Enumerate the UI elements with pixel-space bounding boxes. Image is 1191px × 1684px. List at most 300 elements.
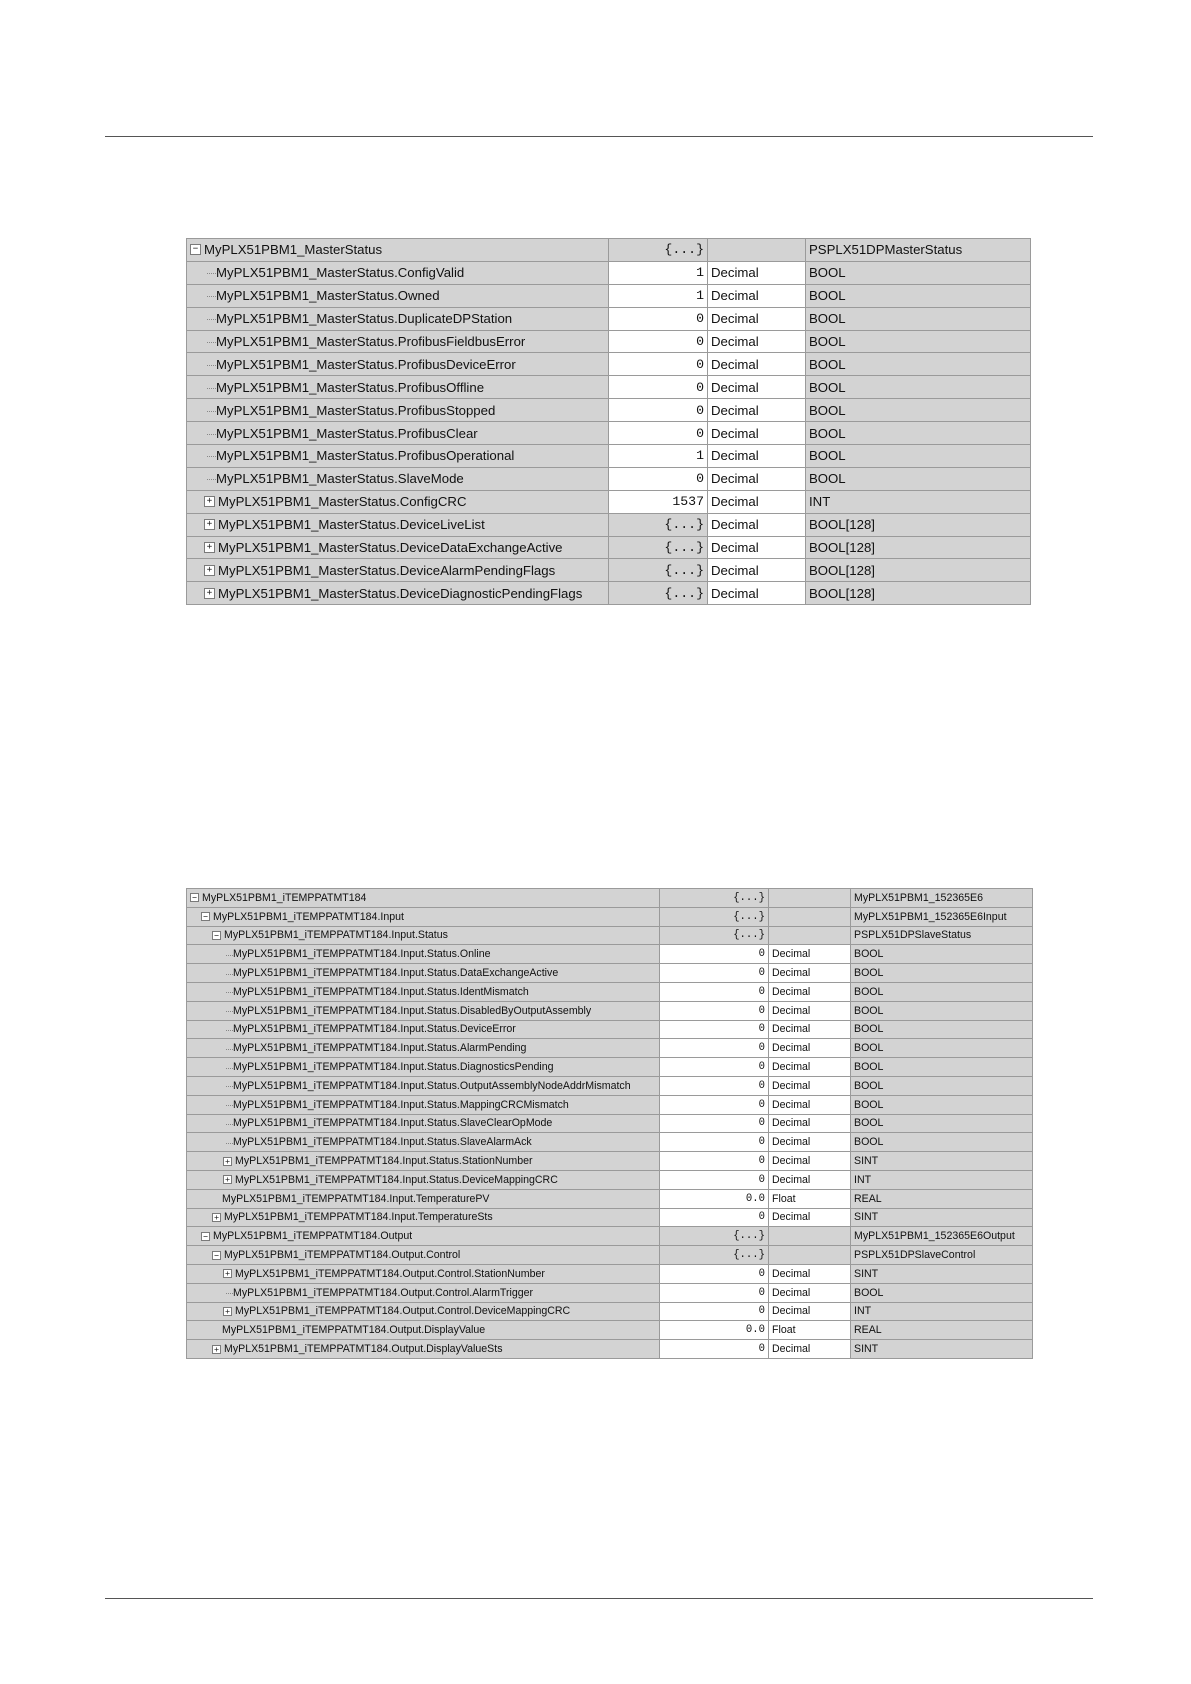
tag-value-cell[interactable]: 1537 — [609, 490, 708, 513]
tag-value-cell[interactable]: 0 — [660, 1283, 769, 1302]
tag-name-wrap — [190, 1284, 656, 1302]
tag-value-cell[interactable]: 0.0 — [660, 1189, 769, 1208]
tag-datatype-cell: SINT — [851, 1340, 1033, 1359]
tag-datatype-cell: BOOL — [851, 982, 1033, 1001]
tag-name: MyPLX51PBM1_iTEMPPATMT184.Input.Status.DeviceError — [233, 1023, 516, 1036]
tag-style-cell[interactable]: Decimal — [769, 1264, 851, 1283]
tag-name-wrap — [190, 331, 605, 353]
tag-name-cell[interactable] — [187, 1114, 660, 1133]
tag-style-cell[interactable]: Decimal — [769, 1095, 851, 1114]
tag-name-cell[interactable] — [187, 1058, 660, 1077]
tag-style-cell — [769, 1227, 851, 1246]
tag-name-wrap — [190, 1021, 656, 1039]
tag-name-cell[interactable] — [187, 467, 609, 490]
tag-style-cell[interactable]: Decimal — [769, 982, 851, 1001]
tag-name-cell[interactable] — [187, 1095, 660, 1114]
tag-name: MyPLX51PBM1_MasterStatus.ProfibusDeviceError — [216, 356, 516, 372]
header-rule — [105, 136, 1093, 137]
tag-style-cell[interactable]: Decimal — [708, 559, 806, 582]
tag-name-cell[interactable] — [187, 982, 660, 1001]
tag-datatype-cell: INT — [806, 490, 1031, 513]
tree-line-icon — [223, 1082, 230, 1089]
tag-name: MyPLX51PBM1_iTEMPPATMT184.Output.DisplayValueSts — [224, 1343, 503, 1356]
tag-name: MyPLX51PBM1_MasterStatus.ProfibusOffline — [216, 379, 485, 395]
tag-name-cell[interactable] — [187, 1321, 660, 1340]
tag-name: MyPLX51PBM1_MasterStatus.ProfibusOperational — [216, 448, 515, 464]
tag-style-cell[interactable]: Decimal — [708, 422, 806, 445]
tag-style-cell[interactable]: Decimal — [708, 261, 806, 284]
tag-name-cell[interactable] — [187, 490, 609, 513]
tag-value-cell[interactable]: 0 — [660, 1208, 769, 1227]
tree-line-icon — [204, 268, 213, 277]
tree-spacer — [212, 1195, 219, 1202]
tag-name-cell[interactable] — [187, 926, 660, 945]
tag-style-cell[interactable]: Float — [769, 1189, 851, 1208]
tag-row[interactable] — [187, 1170, 1033, 1189]
tag-name-cell[interactable] — [187, 907, 660, 926]
tag-style-cell[interactable]: Decimal — [769, 1058, 851, 1077]
tag-value-cell[interactable]: 0 — [609, 353, 708, 376]
tag-name: MyPLX51PBM1_iTEMPPATMT184.Input.Status.SlaveClearOpMode — [233, 1117, 553, 1130]
tag-name: MyPLX51PBM1_MasterStatus.DeviceLiveList — [218, 517, 485, 533]
tag-value-cell[interactable]: 0 — [660, 964, 769, 983]
tag-row[interactable] — [187, 490, 1031, 513]
tree-spacer — [212, 1327, 219, 1334]
tag-name-cell[interactable] — [187, 239, 609, 262]
tag-value-cell[interactable]: 0 — [609, 376, 708, 399]
tag-style-cell[interactable]: Decimal — [769, 1170, 851, 1189]
tag-style-cell[interactable]: Decimal — [769, 1039, 851, 1058]
tag-name-wrap — [190, 353, 605, 375]
tag-value-cell[interactable]: 0 — [660, 945, 769, 964]
tag-datatype-cell: REAL — [851, 1189, 1033, 1208]
tag-name-cell[interactable] — [187, 582, 609, 605]
expand-icon[interactable]: + — [204, 496, 215, 507]
tree-line-icon — [204, 383, 213, 392]
tag-name-wrap — [190, 1058, 656, 1076]
tag-name-cell[interactable] — [187, 889, 660, 908]
tag-name: MyPLX51PBM1_iTEMPPATMT184.Input.Status.DataExchangeActive — [233, 967, 559, 980]
tag-row[interactable] — [187, 945, 1033, 964]
tag-value-cell[interactable]: 0 — [609, 399, 708, 422]
tag-style-cell[interactable]: Decimal — [708, 307, 806, 330]
tree-line-icon — [204, 406, 213, 415]
tag-name-cell[interactable] — [187, 1152, 660, 1171]
tag-value-cell[interactable]: 0 — [660, 1170, 769, 1189]
tag-name-cell[interactable] — [187, 445, 609, 468]
tag-style-cell[interactable]: Decimal — [769, 1001, 851, 1020]
tag-name: MyPLX51PBM1_iTEMPPATMT184.Input.Status.OutputAssemblyNodeAddrMismatch — [233, 1079, 631, 1092]
tag-value-cell: {...} — [660, 926, 769, 945]
tag-style-cell[interactable]: Decimal — [708, 330, 806, 353]
tag-name-cell[interactable] — [187, 536, 609, 559]
tag-datatype-cell: BOOL — [851, 1095, 1033, 1114]
tag-value-cell[interactable]: 1 — [609, 284, 708, 307]
tag-name-cell[interactable] — [187, 559, 609, 582]
tag-datatype-cell: BOOL — [851, 1114, 1033, 1133]
tag-name: MyPLX51PBM1_iTEMPPATMT184.Input.TemperatureSts — [224, 1211, 493, 1224]
tag-name-cell[interactable] — [187, 1020, 660, 1039]
tag-style-cell — [769, 889, 851, 908]
tag-row[interactable] — [187, 399, 1031, 422]
tag-row[interactable] — [187, 1001, 1033, 1020]
tag-name: MyPLX51PBM1_iTEMPPATMT184.Input.Status.SlaveAlarmAck — [233, 1136, 532, 1149]
tag-name-wrap — [190, 908, 656, 926]
tag-name-wrap — [190, 927, 656, 945]
tag-row[interactable] — [187, 445, 1031, 468]
tag-style-cell[interactable]: Decimal — [769, 1340, 851, 1359]
tag-name-cell[interactable] — [187, 399, 609, 422]
tag-name-wrap — [190, 1096, 656, 1114]
tag-name-wrap — [190, 491, 605, 513]
tag-name-cell[interactable] — [187, 1001, 660, 1020]
tag-name-wrap — [190, 537, 605, 559]
tag-row[interactable] — [187, 261, 1031, 284]
tag-name: MyPLX51PBM1_iTEMPPATMT184.Input.Status.AlarmPending — [233, 1042, 527, 1055]
expand-icon[interactable]: + — [223, 1269, 232, 1278]
expand-icon[interactable]: + — [223, 1157, 232, 1166]
tag-value-cell: {...} — [660, 1246, 769, 1265]
tag-row[interactable] — [187, 1189, 1033, 1208]
tag-row[interactable] — [187, 889, 1033, 908]
tag-datatype-cell: SINT — [851, 1152, 1033, 1171]
tag-name: MyPLX51PBM1_MasterStatus.ConfigValid — [216, 265, 465, 281]
tree-line-icon — [223, 970, 230, 977]
tag-style-cell[interactable]: Decimal — [769, 1076, 851, 1095]
tag-style-cell[interactable]: Decimal — [708, 376, 806, 399]
tag-value-cell[interactable]: 0 — [660, 1264, 769, 1283]
tag-name-cell[interactable] — [187, 1283, 660, 1302]
tag-datatype-cell: MyPLX51PBM1_152365E6Input — [851, 907, 1033, 926]
tag-name-wrap — [190, 559, 605, 581]
tag-row[interactable] — [187, 307, 1031, 330]
tag-name: MyPLX51PBM1_iTEMPPATMT184 — [202, 891, 367, 904]
tag-style-cell[interactable]: Decimal — [708, 582, 806, 605]
tag-datatype-cell: BOOL — [851, 1020, 1033, 1039]
tree-line-icon — [204, 337, 213, 346]
tag-name-cell[interactable] — [187, 1076, 660, 1095]
expand-icon[interactable]: + — [223, 1307, 232, 1316]
tag-row[interactable] — [187, 1227, 1033, 1246]
tag-row[interactable] — [187, 1302, 1033, 1321]
tag-value-cell[interactable]: 0 — [609, 467, 708, 490]
tag-value-cell[interactable]: 0 — [660, 1114, 769, 1133]
tag-row[interactable] — [187, 513, 1031, 536]
tag-name: MyPLX51PBM1_MasterStatus.ProfibusClear — [216, 425, 478, 441]
tag-style-cell[interactable]: Decimal — [708, 490, 806, 513]
tag-datatype-cell: BOOL — [806, 376, 1031, 399]
tag-name: MyPLX51PBM1_iTEMPPATMT184.Output.Control.DeviceMappingCRC — [235, 1305, 571, 1318]
tree-line-icon — [204, 451, 213, 460]
collapse-icon[interactable]: − — [212, 1251, 221, 1260]
tag-row[interactable] — [187, 1133, 1033, 1152]
slave-tag-table — [186, 888, 1033, 1359]
tag-row[interactable] — [187, 1152, 1033, 1171]
tree-line-icon — [223, 1139, 230, 1146]
tag-value-cell[interactable]: 0 — [660, 1302, 769, 1321]
tag-style-cell — [769, 907, 851, 926]
tag-value-cell[interactable]: 0 — [609, 307, 708, 330]
tag-style-cell[interactable]: Decimal — [769, 1020, 851, 1039]
tag-value-cell[interactable]: 0 — [609, 422, 708, 445]
tag-name-wrap — [190, 468, 605, 490]
tag-name-wrap — [190, 308, 605, 330]
tag-style-cell[interactable]: Decimal — [708, 445, 806, 468]
tag-datatype-cell: BOOL — [806, 445, 1031, 468]
tag-datatype-cell: BOOL — [806, 284, 1031, 307]
tree-line-icon — [223, 988, 230, 995]
tag-style-cell[interactable]: Float — [769, 1321, 851, 1340]
tag-row[interactable] — [187, 1340, 1033, 1359]
tag-value-cell: {...} — [660, 907, 769, 926]
tag-datatype-cell: BOOL — [851, 1283, 1033, 1302]
tree-line-icon — [223, 1026, 230, 1033]
tag-value-cell: {...} — [609, 559, 708, 582]
tag-datatype-cell: BOOL — [851, 1039, 1033, 1058]
tag-row[interactable] — [187, 582, 1031, 605]
tag-value-cell[interactable]: 0 — [660, 1058, 769, 1077]
tag-row[interactable] — [187, 1039, 1033, 1058]
tag-row[interactable] — [187, 926, 1033, 945]
tag-name: MyPLX51PBM1_iTEMPPATMT184.Input.Status.StationNumber — [235, 1155, 533, 1168]
tag-style-cell[interactable]: Decimal — [769, 1208, 851, 1227]
tag-value-cell: {...} — [660, 889, 769, 908]
tag-name-cell[interactable] — [187, 1264, 660, 1283]
tag-name-wrap — [190, 945, 656, 963]
tag-row[interactable] — [187, 376, 1031, 399]
tag-value-cell[interactable]: 0.0 — [660, 1321, 769, 1340]
tag-value-cell[interactable]: 0 — [660, 982, 769, 1001]
tree-line-icon — [204, 314, 213, 323]
tag-value-cell[interactable]: 1 — [609, 445, 708, 468]
tag-datatype-cell: BOOL — [851, 1001, 1033, 1020]
collapse-icon[interactable]: − — [190, 244, 201, 255]
tag-name-wrap — [190, 285, 605, 307]
tag-name-cell[interactable] — [187, 353, 609, 376]
tag-row[interactable] — [187, 982, 1033, 1001]
tag-name-wrap — [190, 422, 605, 444]
tag-name-cell[interactable] — [187, 1189, 660, 1208]
tag-style-cell[interactable]: Decimal — [769, 945, 851, 964]
tag-datatype-cell: PSPLX51DPMasterStatus — [806, 239, 1031, 262]
tag-name: MyPLX51PBM1_MasterStatus.ProfibusFieldbusError — [216, 334, 526, 349]
tag-datatype-cell: BOOL — [806, 399, 1031, 422]
tag-name: MyPLX51PBM1_MasterStatus.DuplicateDPStation — [216, 311, 513, 327]
tag-style-cell[interactable]: Decimal — [708, 399, 806, 422]
tree-line-icon — [223, 1007, 230, 1014]
tag-datatype-cell: PSPLX51DPSlaveControl — [851, 1246, 1033, 1265]
master-status-tag-table — [186, 238, 1031, 605]
tag-name: MyPLX51PBM1_MasterStatus — [204, 242, 383, 258]
tag-name: MyPLX51PBM1_MasterStatus.DeviceAlarmPendingFlags — [218, 562, 556, 578]
expand-icon[interactable]: + — [204, 565, 215, 576]
tag-datatype-cell: MyPLX51PBM1_152365E6Output — [851, 1227, 1033, 1246]
tag-value-cell: {...} — [609, 239, 708, 262]
tag-style-cell[interactable]: Decimal — [769, 1302, 851, 1321]
tag-name: MyPLX51PBM1_MasterStatus.SlaveMode — [216, 471, 464, 487]
tag-row[interactable] — [187, 1020, 1033, 1039]
tag-name: MyPLX51PBM1_iTEMPPATMT184.Output.Control — [224, 1249, 461, 1262]
tag-name: MyPLX51PBM1_MasterStatus.DeviceDiagnosticPendingFlags — [218, 585, 583, 601]
tag-datatype-cell: BOOL — [806, 467, 1031, 490]
tag-name: MyPLX51PBM1_iTEMPPATMT184.Output.DisplayValue — [222, 1324, 486, 1337]
tag-name-cell[interactable] — [187, 945, 660, 964]
tag-name-cell[interactable] — [187, 1227, 660, 1246]
footer-rule — [105, 1598, 1093, 1599]
tag-row[interactable] — [187, 1208, 1033, 1227]
tag-name: MyPLX51PBM1_iTEMPPATMT184.Input — [213, 910, 404, 923]
tag-name-cell[interactable] — [187, 964, 660, 983]
expand-icon[interactable]: + — [204, 588, 215, 599]
tag-value-cell[interactable]: 0 — [660, 1340, 769, 1359]
tag-name-cell[interactable] — [187, 376, 609, 399]
tag-name-wrap — [190, 1209, 656, 1227]
tag-name-cell[interactable] — [187, 261, 609, 284]
tag-value-cell: {...} — [609, 582, 708, 605]
collapse-icon[interactable]: − — [201, 912, 210, 921]
tag-value-cell[interactable]: 0 — [660, 1095, 769, 1114]
expand-icon[interactable]: + — [212, 1345, 221, 1354]
tag-name-wrap — [190, 262, 605, 284]
tag-style-cell[interactable]: Decimal — [708, 467, 806, 490]
tag-row[interactable] — [187, 353, 1031, 376]
tag-datatype-cell: BOOL — [851, 964, 1033, 983]
tag-style-cell[interactable]: Decimal — [708, 353, 806, 376]
collapse-icon[interactable]: − — [190, 893, 199, 902]
tag-row[interactable] — [187, 239, 1031, 262]
tree-line-icon — [204, 360, 213, 369]
tag-name-cell[interactable] — [187, 1302, 660, 1321]
tag-value-cell[interactable]: 0 — [660, 1152, 769, 1171]
tag-row[interactable] — [187, 330, 1031, 353]
expand-icon[interactable]: + — [223, 1175, 232, 1184]
tree-line-icon — [204, 291, 213, 300]
tag-name-wrap — [190, 514, 605, 536]
collapse-icon[interactable]: − — [201, 1232, 210, 1241]
tag-row[interactable] — [187, 1095, 1033, 1114]
tag-name: MyPLX51PBM1_iTEMPPATMT184.Input.Status — [224, 929, 448, 942]
tree-line-icon — [223, 1064, 230, 1071]
tree-line-icon — [223, 1045, 230, 1052]
tag-name-wrap — [190, 1039, 656, 1057]
tag-row[interactable] — [187, 1283, 1033, 1302]
tag-datatype-cell: BOOL — [851, 1133, 1033, 1152]
tag-name: MyPLX51PBM1_MasterStatus.ConfigCRC — [218, 494, 467, 510]
tag-name-wrap — [190, 1077, 656, 1095]
tag-name-cell[interactable] — [187, 1039, 660, 1058]
tag-name: MyPLX51PBM1_MasterStatus.Owned — [216, 288, 440, 304]
tag-row[interactable] — [187, 1058, 1033, 1077]
tag-name: MyPLX51PBM1_iTEMPPATMT184.Input.Status.DeviceMappingCRC — [235, 1173, 558, 1186]
tag-name-cell[interactable] — [187, 513, 609, 536]
tag-name-wrap — [190, 983, 656, 1001]
tag-row[interactable] — [187, 1321, 1033, 1340]
expand-icon[interactable]: + — [212, 1213, 221, 1222]
tag-style-cell[interactable]: Decimal — [769, 1152, 851, 1171]
tag-name: MyPLX51PBM1_iTEMPPATMT184.Input.Status.MappingCRCMismatch — [233, 1098, 569, 1111]
tag-style-cell[interactable]: Decimal — [769, 1283, 851, 1302]
tag-style-cell — [708, 239, 806, 262]
tag-name-cell[interactable] — [187, 284, 609, 307]
tag-style-cell[interactable]: Decimal — [769, 1133, 851, 1152]
tag-name-cell[interactable] — [187, 1170, 660, 1189]
tag-name-wrap — [190, 1265, 656, 1283]
tag-name: MyPLX51PBM1_iTEMPPATMT184.Output.Control.StationNumber — [235, 1267, 545, 1280]
collapse-icon[interactable]: − — [212, 931, 221, 940]
tag-value-cell[interactable]: 0 — [660, 1076, 769, 1095]
tag-name-wrap — [190, 445, 605, 467]
tag-row[interactable] — [187, 907, 1033, 926]
tag-name: MyPLX51PBM1_MasterStatus.DeviceDataExchangeActive — [218, 540, 563, 556]
tag-name-wrap — [190, 1115, 656, 1133]
tag-row[interactable] — [187, 964, 1033, 983]
tree-line-icon — [223, 1289, 230, 1296]
tree-line-icon — [223, 1101, 230, 1108]
expand-icon[interactable]: + — [204, 519, 215, 530]
tag-name-wrap — [190, 1171, 656, 1189]
tag-datatype-cell: BOOL — [851, 945, 1033, 964]
tag-datatype-cell: INT — [851, 1170, 1033, 1189]
tag-style-cell[interactable]: Decimal — [769, 964, 851, 983]
tag-row[interactable] — [187, 559, 1031, 582]
tag-name-wrap — [190, 239, 605, 261]
tag-name: MyPLX51PBM1_iTEMPPATMT184.Output — [213, 1230, 413, 1243]
tag-name-cell[interactable] — [187, 307, 609, 330]
tag-value-cell[interactable]: 1 — [609, 261, 708, 284]
tag-name-wrap — [190, 582, 605, 604]
tag-value-cell[interactable]: 0 — [660, 1133, 769, 1152]
tree-line-icon — [204, 474, 213, 483]
tag-row[interactable] — [187, 1264, 1033, 1283]
tag-value-cell[interactable]: 0 — [660, 1039, 769, 1058]
tag-datatype-cell: BOOL — [806, 330, 1031, 353]
tag-datatype-cell: BOOL — [806, 422, 1031, 445]
tag-row[interactable] — [187, 284, 1031, 307]
tag-row[interactable] — [187, 1076, 1033, 1095]
tag-row[interactable] — [187, 1114, 1033, 1133]
tag-style-cell — [769, 926, 851, 945]
tag-style-cell[interactable]: Decimal — [708, 536, 806, 559]
tag-row[interactable] — [187, 536, 1031, 559]
tree-line-icon — [223, 1120, 230, 1127]
tag-name-wrap — [190, 1340, 656, 1358]
tag-name-cell[interactable] — [187, 1246, 660, 1265]
tag-style-cell[interactable]: Decimal — [708, 513, 806, 536]
tag-row[interactable] — [187, 467, 1031, 490]
tag-datatype-cell: BOOL — [806, 261, 1031, 284]
tag-name-cell[interactable] — [187, 1133, 660, 1152]
tag-row[interactable] — [187, 1246, 1033, 1265]
tag-name-cell[interactable] — [187, 1208, 660, 1227]
tag-datatype-cell: REAL — [851, 1321, 1033, 1340]
tag-row[interactable] — [187, 422, 1031, 445]
tag-name-cell[interactable] — [187, 1340, 660, 1359]
tag-value-cell[interactable]: 0 — [660, 1001, 769, 1020]
tag-name-wrap — [190, 889, 656, 907]
tag-value-cell: {...} — [609, 536, 708, 559]
tag-name-wrap — [190, 1152, 656, 1170]
tag-name-cell[interactable] — [187, 422, 609, 445]
tag-name-cell[interactable] — [187, 330, 609, 353]
expand-icon[interactable]: + — [204, 542, 215, 553]
tag-datatype-cell: BOOL — [806, 353, 1031, 376]
tag-value-cell[interactable]: 0 — [609, 330, 708, 353]
tag-style-cell[interactable]: Decimal — [769, 1114, 851, 1133]
tag-style-cell[interactable]: Decimal — [708, 284, 806, 307]
tag-name: MyPLX51PBM1_iTEMPPATMT184.Input.Status.IdentMismatch — [233, 985, 529, 998]
tag-value-cell[interactable]: 0 — [660, 1020, 769, 1039]
tag-name: MyPLX51PBM1_iTEMPPATMT184.Input.Status.DisabledByOutputAssembly — [233, 1004, 592, 1017]
